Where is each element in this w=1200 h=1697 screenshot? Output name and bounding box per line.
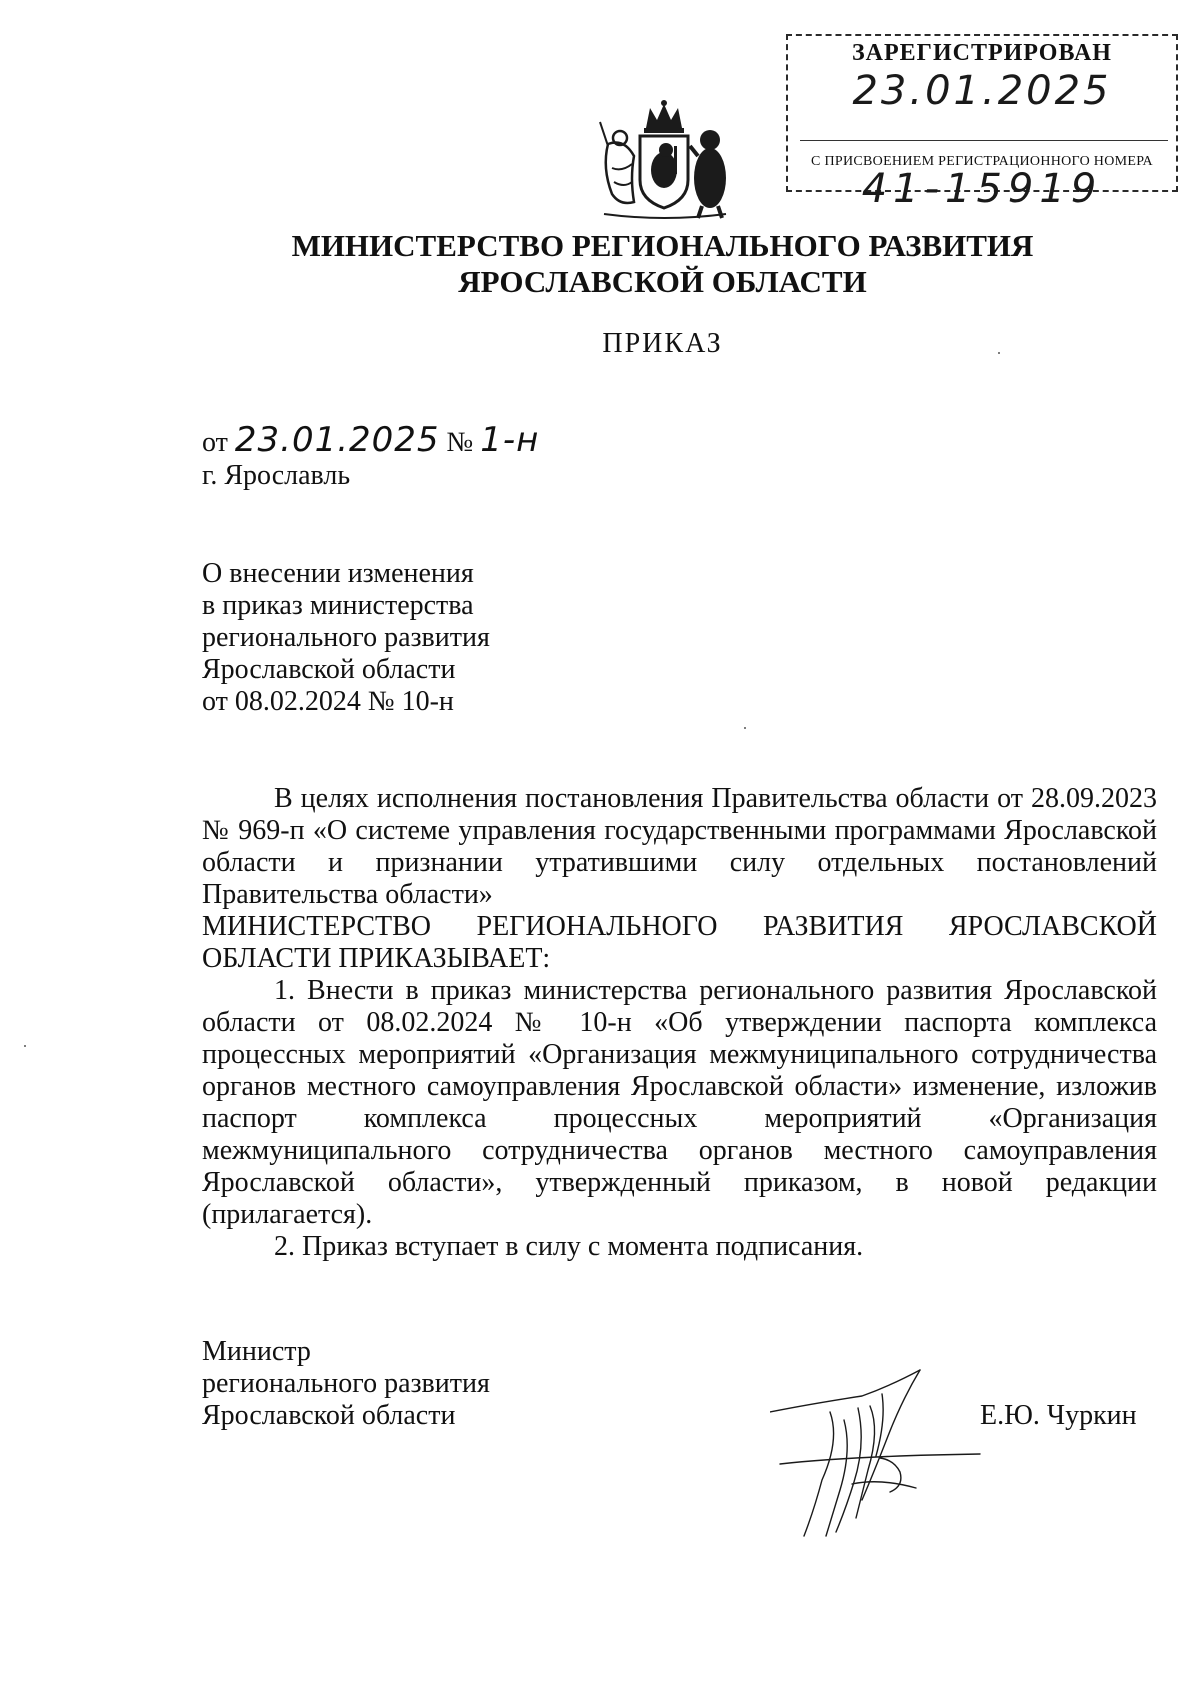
document-type: ПРИКАЗ — [602, 328, 723, 359]
order-item-2: 2. Приказ вступает в силу с момента подписания. — [274, 1231, 864, 1262]
order-body — [202, 783, 1157, 1263]
subject-line: в приказ министерства — [202, 590, 474, 621]
order-subject — [202, 558, 490, 718]
order-date: 23.01.2025 — [234, 420, 440, 460]
registration-stamp — [786, 34, 1178, 212]
stamp-title: ЗАРЕГИСТРИРОВАН — [852, 40, 1112, 66]
subject-line: Ярославской области — [202, 654, 456, 685]
ministry-heading — [0, 228, 1200, 300]
subject-line: О внесении изменения — [202, 558, 474, 589]
stamp-caption: С ПРИСВОЕНИЕМ РЕГИСТРАЦИОННОГО НОМЕРА — [811, 154, 1153, 169]
subject-line: от 08.02.2024 № 10-н — [202, 686, 454, 717]
order-number-sign: № — [446, 427, 474, 458]
ministry-heading-line1: МИНИСТЕРСТВО РЕГИОНАЛЬНОГО РАЗВИТИЯ — [291, 228, 1034, 263]
ministry-heading-line2: ЯРОСЛАВСКОЙ ОБЛАСТИ — [458, 264, 867, 299]
signer-position-line: регионального развития — [202, 1368, 490, 1399]
stamp-divider — [800, 140, 1168, 141]
stamp-date: 23.01.2025 — [852, 68, 1112, 114]
order-date-line — [202, 420, 539, 460]
subject-line: регионального развития — [202, 622, 490, 653]
handwritten-signature — [770, 1360, 990, 1540]
signer-name: Е.Ю. Чуркин — [980, 1400, 1137, 1431]
order-city: г. Ярославль — [202, 460, 351, 491]
preamble-paragraph: В целях исполнения постановления Правительства области от 28.09.2023 № 969-п «О системе управления государственными программами Ярославской области и признании утратившими силу отдельных постановлений Правительства области» — [202, 783, 1157, 910]
yaroslavl-oblast-coat-of-arms-icon — [594, 98, 734, 222]
order-directive-line2: ОБЛАСТИ ПРИКАЗЫВАЕТ: — [202, 943, 551, 974]
order-directive-line1: МИНИСТЕРСТВО РЕГИОНАЛЬНОГО РАЗВИТИЯ ЯРОСЛАВСКОЙ — [202, 911, 1157, 942]
order-date-prefix: от — [202, 427, 228, 458]
order-number: 1-н — [480, 420, 540, 460]
scan-speck — [744, 727, 746, 729]
signer-position-line: Ярославской области — [202, 1400, 456, 1431]
scan-speck — [24, 1045, 26, 1047]
scan-speck — [998, 352, 1000, 354]
signer-position-line: Министр — [202, 1336, 311, 1367]
stamp-registration-number: 41-15919 — [861, 166, 1103, 212]
order-item-1: 1. Внести в приказ министерства регионального развития Ярославской области от 08.02.2024 № 10-н «Об утверждении паспорта комплекса процессных мероприятий «Организация межмуниципального сотрудничества органов местного самоуправления Ярославской области» изменение, изложив паспорт комплекса процессных мероприятий «Организация межмуниципального сотрудничества органов местного самоуправления Ярославской области», утвержденный приказом, в новой редакции (прилагается). — [202, 975, 1157, 1230]
signer-position — [202, 1336, 490, 1432]
